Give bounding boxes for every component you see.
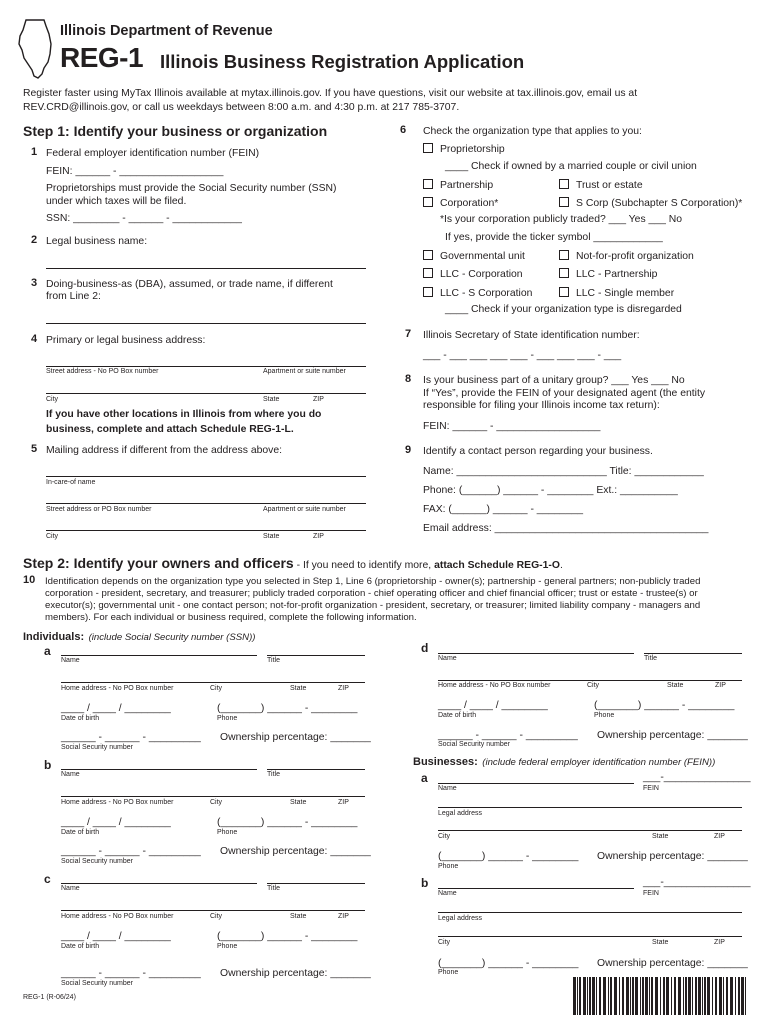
caption-zip-2: ZIP	[313, 533, 324, 540]
line-number-3: 3	[31, 277, 38, 289]
primary-street-field[interactable]	[46, 366, 366, 367]
line10-text-1: Identification depends on the organization type you selected in Step 1, Line 6 (proprietorship - owner(s); partnership - general partners; non-publicly traded	[45, 576, 701, 587]
unitary-note-2: responsible for filing your Illinois income tax return):	[423, 400, 660, 411]
business-b-phone-field[interactable]: (_______) ______ - ________	[438, 958, 579, 969]
individual-c-ownership-field[interactable]: Ownership percentage: _______	[220, 968, 371, 979]
individual-d-home-field[interactable]	[438, 680, 742, 681]
individual-b-phone-field[interactable]: (_______) ______ - ________	[217, 817, 358, 828]
caption-zip: ZIP	[338, 913, 349, 920]
caption-city: City	[210, 799, 223, 806]
individual-a-title-field[interactable]	[267, 655, 365, 656]
individual-c-marker: c	[44, 872, 51, 886]
caption-home: Home address - No PO Box number	[61, 685, 174, 692]
individual-d-ownership-field[interactable]: Ownership percentage: _______	[597, 730, 748, 741]
caption-title: Title	[267, 771, 280, 778]
mailing-city-field[interactable]	[46, 530, 366, 531]
individual-a-home-field[interactable]	[61, 682, 365, 683]
ticker-symbol-field[interactable]: If yes, provide the ticker symbol ____________	[445, 232, 663, 243]
checkbox[interactable]	[423, 287, 433, 297]
business-a-legal-address-field[interactable]	[438, 807, 742, 808]
option-llc-s-corporation[interactable]: LLC - S Corporation	[423, 287, 532, 299]
line-number-2: 2	[31, 234, 38, 246]
other-locations-note-1: If you have other locations in Illinois from where you do	[46, 409, 322, 420]
agent-fein-field[interactable]: FEIN: ______ - __________________	[423, 421, 601, 432]
ssn-note-1: Proprietorships must provide the Social Security number (SSN)	[46, 183, 337, 194]
caption-home: Home address - No PO Box number	[61, 913, 174, 920]
caption-city-2: City	[46, 533, 59, 540]
line10-text-4: members). For each individual or business required, complete the following information.	[45, 612, 417, 623]
individual-a-phone-field[interactable]: (_______) ______ - ________	[217, 703, 358, 714]
line10-text-2: corporation - president, secretary, and treasurer; publicly traded corporation - chief operating officer and chief financial officer; trust or estate - trustee(s) or	[45, 588, 698, 599]
caption-state: State	[652, 939, 669, 946]
individual-d-name-field[interactable]	[438, 653, 634, 654]
individual-c-dob-field[interactable]: ____ / ____ / ________	[61, 931, 171, 942]
individual-c-name-field[interactable]	[61, 883, 257, 884]
caption-incare: In-care-of name	[46, 479, 96, 486]
dba-label-2: from Line 2:	[46, 291, 101, 302]
caption-legal-address: Legal address	[438, 915, 482, 922]
step2-heading: Step 2: Identify your owners and officers - If you need to identify more, attach Schedule REG-1-O.	[23, 555, 563, 571]
line-number-4: 4	[31, 333, 38, 345]
caption-name: Name	[61, 771, 80, 778]
caption-dob: Date of birth	[438, 712, 477, 719]
caption-zip: ZIP	[714, 939, 725, 946]
line-number-1: 1	[31, 146, 38, 158]
option-disregarded[interactable]: ____ Check if your organization type is disregarded	[445, 304, 682, 315]
individual-b-title-field[interactable]	[267, 769, 365, 770]
line-number-6: 6	[400, 124, 407, 136]
caption-state: State	[290, 913, 307, 920]
publicly-traded-question[interactable]: *Is your corporation publicly traded? ___ Yes ___ No	[440, 214, 683, 225]
form-code: REG-1	[60, 42, 144, 73]
checkbox[interactable]	[559, 287, 569, 297]
caption-ssn: Social Security number	[61, 980, 133, 987]
primary-city-field[interactable]	[46, 393, 366, 394]
caption-phone: Phone	[217, 829, 238, 836]
option-trust-estate[interactable]: Trust or estate	[559, 179, 643, 191]
incare-field[interactable]	[46, 476, 366, 477]
line10-text-3: executor(s); governmental unit - one contact person; not-for-profit organization - president, secretary, or treasurer; limited liability company - managers and	[45, 600, 701, 611]
caption-title: Title	[644, 655, 657, 662]
caption-ssn: Social Security number	[61, 858, 133, 865]
department-name: Illinois Department of Revenue	[60, 23, 273, 39]
individual-c-title-field[interactable]	[267, 883, 365, 884]
caption-ssn: Social Security number	[438, 741, 510, 748]
caption-state: State	[667, 682, 684, 689]
business-a-city-field[interactable]	[438, 830, 742, 831]
individual-b-ownership-field[interactable]: Ownership percentage: _______	[220, 846, 371, 857]
option-llc-corporation[interactable]: LLC - Corporation	[423, 268, 523, 280]
option-partnership[interactable]: Partnership	[423, 179, 493, 191]
business-b-city-field[interactable]	[438, 936, 742, 937]
business-a-marker: a	[421, 771, 428, 785]
caption-apartment-2: Apartment or suite number	[263, 506, 346, 513]
checkbox[interactable]	[423, 143, 433, 153]
contact-email-field[interactable]: Email address: _____________________________________	[423, 523, 709, 534]
line-number-9: 9	[405, 444, 412, 456]
individual-b-dob-field[interactable]: ____ / ____ / ________	[61, 817, 171, 828]
caption-street: Street address - No PO Box number	[46, 368, 159, 375]
org-type-label: Check the organization type that applies to you:	[423, 126, 642, 137]
individual-a-ownership-field[interactable]: Ownership percentage: _______	[220, 732, 371, 743]
caption-city: City	[587, 682, 600, 689]
caption-name: Name	[61, 885, 80, 892]
caption-zip: ZIP	[313, 396, 324, 403]
caption-home: Home address - No PO Box number	[438, 682, 551, 689]
individual-d-dob-field[interactable]: ____ / ____ / ________	[438, 700, 548, 711]
individual-b-home-field[interactable]	[61, 796, 365, 797]
caption-phone: Phone	[217, 943, 238, 950]
caption-city: City	[210, 913, 223, 920]
contact-label: Identify a contact person regarding your business.	[423, 446, 653, 457]
business-b-name-field[interactable]	[438, 888, 634, 889]
caption-legal-address: Legal address	[438, 810, 482, 817]
caption-zip: ZIP	[338, 799, 349, 806]
checkbox[interactable]	[559, 268, 569, 278]
caption-fein: FEIN	[643, 890, 659, 897]
contact-phone-field[interactable]: Phone: (______) ______ - ________ Ext.: __________	[423, 485, 678, 496]
caption-home: Home address - No PO Box number	[61, 799, 174, 806]
line-number-8: 8	[405, 373, 412, 385]
caption-state: State	[290, 799, 307, 806]
contact-fax-field[interactable]: FAX: (______) ______ - ________	[423, 504, 584, 515]
business-a-phone-field[interactable]: (_______) ______ - ________	[438, 851, 579, 862]
caption-city: City	[46, 396, 59, 403]
business-b-fein-field[interactable]: ___-_______________	[643, 877, 751, 888]
caption-dob: Date of birth	[61, 829, 100, 836]
checkbox[interactable]	[423, 179, 433, 189]
step1-heading: Step 1: Identify your business or organization	[23, 123, 328, 139]
intro-line-2: REV.CRD@illinois.gov, or call us weekdays between 8:00 a.m. and 4:30 p.m. at 217 785-3707.	[23, 102, 460, 113]
individual-a-dob-field[interactable]: ____ / ____ / ________	[61, 703, 171, 714]
sos-id-field[interactable]: ___ - ___ ___ ___ ___ - ___ ___ ___ - ___	[423, 350, 622, 361]
checkbox[interactable]	[423, 250, 433, 260]
individual-c-phone-field[interactable]: (_______) ______ - ________	[217, 931, 358, 942]
other-locations-note-2: business, complete and attach Schedule REG-1-L.	[46, 424, 294, 435]
barcode-icon	[573, 977, 749, 1017]
line-number-5: 5	[31, 443, 38, 455]
caption-city: City	[438, 833, 451, 840]
business-b-ownership-field[interactable]: Ownership percentage: _______	[597, 958, 748, 969]
dba-field[interactable]	[46, 323, 366, 324]
business-a-name-field[interactable]	[438, 783, 634, 784]
individual-d-ssn-field[interactable]: ______ - ______ - _________	[438, 730, 578, 741]
caption-state-2: State	[263, 533, 280, 540]
illinois-state-outline-logo	[16, 18, 58, 80]
business-a-ownership-field[interactable]: Ownership percentage: _______	[597, 851, 748, 862]
individuals-heading: Individuals: (include Social Security number (SSN))	[23, 631, 256, 643]
caption-state: State	[290, 685, 307, 692]
line-number-7: 7	[405, 328, 412, 340]
caption-apartment: Apartment or suite number	[263, 368, 346, 375]
caption-title: Title	[267, 657, 280, 664]
caption-ssn: Social Security number	[61, 744, 133, 751]
individual-d-marker: d	[421, 641, 429, 655]
caption-phone: Phone	[438, 863, 459, 870]
business-b-legal-address-field[interactable]	[438, 912, 742, 913]
caption-zip: ZIP	[714, 833, 725, 840]
option-llc-single-member[interactable]: LLC - Single member	[559, 287, 674, 299]
individual-b-marker: b	[44, 758, 52, 772]
caption-phone: Phone	[594, 712, 615, 719]
individual-a-name-field[interactable]	[61, 655, 257, 656]
businesses-heading: Businesses: (include federal employer identification number (FEIN))	[413, 756, 716, 768]
individual-b-name-field[interactable]	[61, 769, 257, 770]
mailing-street-field[interactable]	[46, 503, 366, 504]
option-governmental-unit[interactable]: Governmental unit	[423, 250, 525, 262]
legal-name-field[interactable]	[46, 268, 366, 269]
caption-zip: ZIP	[715, 682, 726, 689]
caption-state: State	[652, 833, 669, 840]
individual-d-title-field[interactable]	[644, 653, 742, 654]
checkbox[interactable]	[559, 250, 569, 260]
primary-address-label: Primary or legal business address:	[46, 335, 206, 346]
ssn-note-2: under which taxes will be filed.	[46, 196, 187, 207]
fein-label: Federal employer identification number (FEIN)	[46, 148, 260, 159]
business-a-fein-field[interactable]: ___-_______________	[643, 772, 751, 783]
option-proprietorship[interactable]: Proprietorship	[423, 143, 505, 155]
contact-name-field[interactable]: Name: __________________________ Title: ____________	[423, 466, 704, 477]
business-b-marker: b	[421, 876, 429, 890]
revision-code: REG-1 (R-06/24)	[23, 994, 76, 1001]
caption-street2: Street address or PO Box number	[46, 506, 152, 513]
caption-phone: Phone	[438, 969, 459, 976]
individual-c-ssn-field[interactable]: ______ - ______ - _________	[61, 968, 201, 979]
line-number-10: 10	[23, 574, 36, 586]
individual-b-ssn-field[interactable]: ______ - ______ - _________	[61, 846, 201, 857]
caption-zip: ZIP	[338, 685, 349, 692]
caption-state: State	[263, 396, 280, 403]
option-not-for-profit[interactable]: Not-for-profit organization	[559, 250, 694, 262]
intro-line-1: Register faster using MyTax Illinois available at mytax.illinois.gov. If you have questions, visit our website at tax.illinois.gov, email us at	[23, 88, 638, 99]
checkbox[interactable]	[559, 197, 569, 207]
individual-c-home-field[interactable]	[61, 910, 365, 911]
caption-dob: Date of birth	[61, 943, 100, 950]
checkbox[interactable]	[423, 197, 433, 207]
caption-city: City	[210, 685, 223, 692]
form-title: Illinois Business Registration Application	[160, 51, 525, 72]
caption-phone: Phone	[217, 715, 238, 722]
caption-city: City	[438, 939, 451, 946]
checkbox[interactable]	[423, 268, 433, 278]
option-corporation[interactable]: Corporation*	[423, 197, 498, 209]
caption-name: Name	[438, 655, 457, 662]
unitary-note-1: If “Yes”, provide the FEIN of your designated agent (the entity	[423, 388, 706, 399]
individual-a-marker: a	[44, 644, 51, 658]
checkbox[interactable]	[559, 179, 569, 189]
option-married-couple[interactable]: ____ Check if owned by a married couple or civil union	[445, 161, 697, 172]
sos-id-label: Illinois Secretary of State identification number:	[423, 330, 640, 341]
individual-a-ssn-field[interactable]: ______ - ______ - _________	[61, 732, 201, 743]
caption-name: Name	[438, 890, 457, 897]
individual-d-phone-field[interactable]: (_______) ______ - ________	[594, 700, 735, 711]
caption-dob: Date of birth	[61, 715, 100, 722]
caption-fein: FEIN	[643, 785, 659, 792]
fein-field[interactable]: FEIN: ______ - __________________	[46, 166, 224, 177]
unitary-question[interactable]: Is your business part of a unitary group? ___ Yes ___ No	[423, 375, 685, 386]
option-s-corp[interactable]: S Corp (Subchapter S Corporation)*	[559, 197, 742, 209]
caption-title: Title	[267, 885, 280, 892]
caption-name: Name	[438, 785, 457, 792]
mailing-address-label: Mailing address if different from the address above:	[46, 445, 283, 456]
option-llc-partnership[interactable]: LLC - Partnership	[559, 268, 657, 280]
ssn-field[interactable]: SSN: ________ - ______ - ____________	[46, 213, 242, 224]
legal-name-label: Legal business name:	[46, 236, 148, 247]
dba-label-1: Doing-business-as (DBA), assumed, or trade name, if different	[46, 279, 333, 290]
caption-name: Name	[61, 657, 80, 664]
